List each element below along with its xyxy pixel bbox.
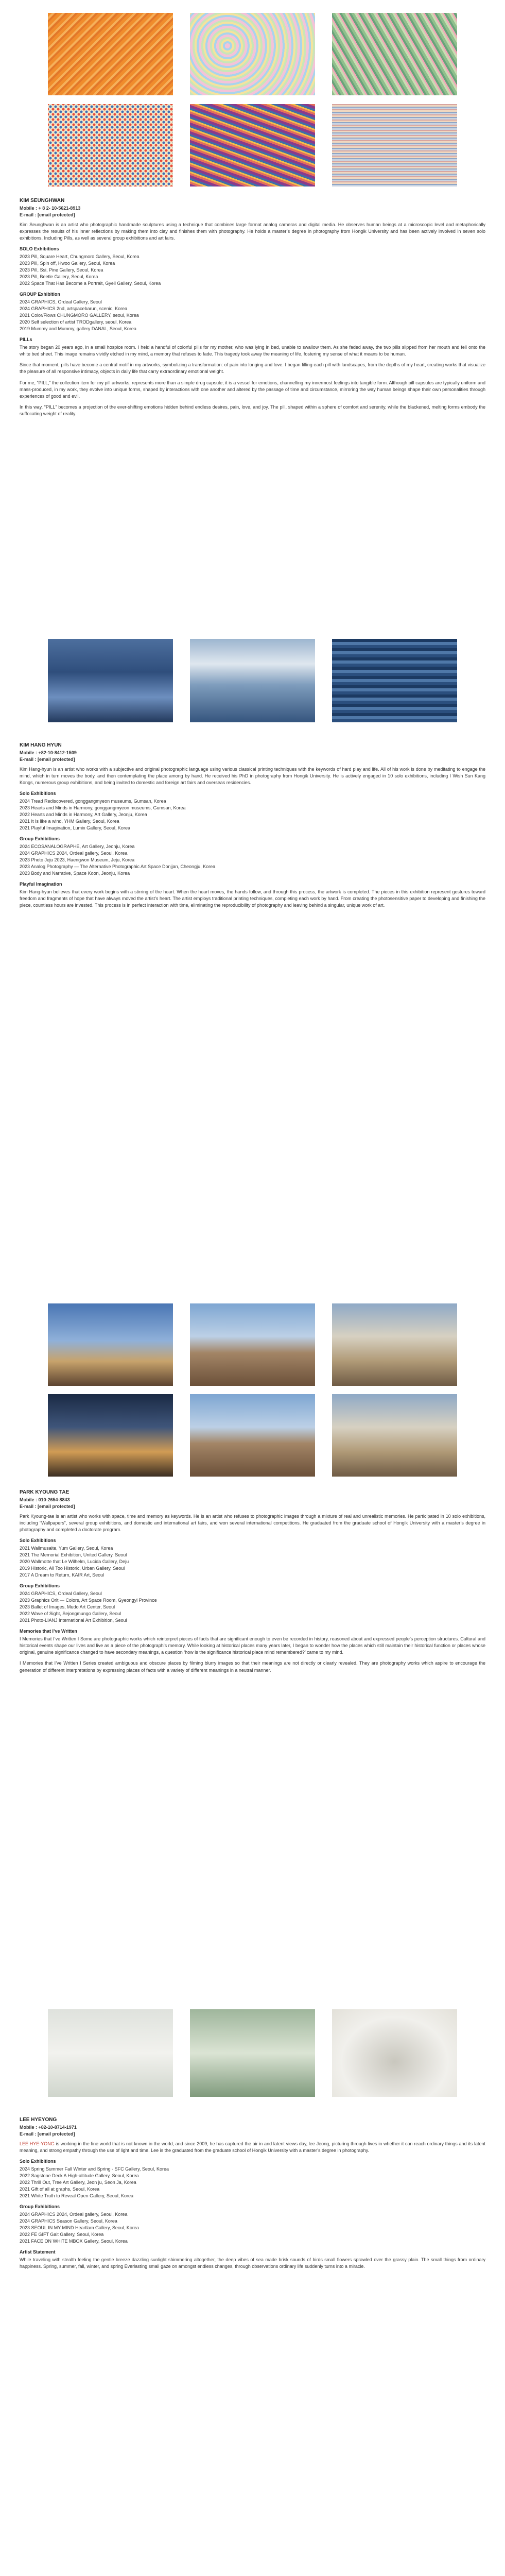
- list-item: 2022 FE GIFT Gait Gallery, Seoul, Korea: [20, 2232, 104, 2238]
- list-item: 2023 Pill, Square Heart, Chungmoro Gallery, Seoul, Korea: [20, 253, 140, 259]
- exhibition-list: [20, 843, 485, 877]
- list-item: 2024 ECOSANALOGRAPHE, Art Gallery, Jeonju, Korea: [20, 844, 135, 850]
- statement-paragraph: I Memories that I’ve Written I Some are photographic works which reinterpret pieces of facts that are signiﬁcant enough to even be recorded in history, reasoned about and expressed people’s perception structures. Cultural and historical events shape our lives and live as a piece of the photograph’s memory. While looking at historical places many years later, I began to wonder how the places which still maintain their historical function or places whose original, genuine signiﬁcance changed to have secondary meanings, a question ‘how is the signiﬁcance historical place mind remembered?’ came to my mind.: [20, 1636, 485, 1655]
- artist-bio-lead: LEE HYE-YONG: [20, 2141, 55, 2146]
- statement-heading: PILLs: [20, 337, 32, 343]
- list-item: 2019 Mummy and Mummy, gallery DANAL, Seoul, Korea: [20, 326, 136, 332]
- statement-paragraph: I Memories that I’ve Written I Series created ambiguous and obscure places by ﬁlming blurry images so that their meanings are not directly or clearly revealed. They are photography works which aspire to encourage the generation of different interpretations by expressing places of facts with a variety of different meanings in a neutral manner.: [20, 1660, 485, 1673]
- statement-paragraph: In this way, “PILL” becomes a projection of the ever-shifting emotions hidden behind endless desires, pain, love, and joy. The pill, shaped within a sphere of comfort and serenity, while the blackened, melting forms embody the suffocating weight of reality.: [20, 404, 485, 416]
- artwork-image: [332, 1303, 457, 1386]
- artist-section: [20, 197, 485, 421]
- list-item: 2021 Wallmusaite, Yum Gallery, Seoul, Korea: [20, 1545, 113, 1551]
- list-item: 2021 It Is like a wind, YHM Gallery, Seoul, Korea: [20, 818, 119, 824]
- list-item: 2024 GRAPHICS Season Gallery, Seoul, Korea: [20, 2218, 117, 2224]
- section-heading: GROUP Exhibition: [20, 292, 60, 297]
- list-item: 2023 Photo Jeju 2023, Haengwon Museum, Jeju, Korea: [20, 857, 135, 863]
- artist-email: E-mail : [email protected]: [20, 2131, 75, 2137]
- exhibition-list: [20, 1590, 485, 1624]
- exhibition-list: [20, 2211, 485, 2245]
- artwork-image: [190, 1394, 315, 1477]
- artist-mobile: Mobile : +82-10-8714-1971: [20, 2124, 77, 2130]
- artist-section: [20, 1489, 485, 1678]
- statement-paragraph: Kim Hang-hyun believes that every work begins with a stirring of the heart. When the heart moves, the hands follow, and through this process, the artwork is completed. The pieces in this exhibition represent gestures toward freedom and fragments of hope that have always moved the artist’s heart. The artist employs traditional printing techniques, completing each work by hand. From creating the photosensitive paper to developing and ﬁnishing the piece, countless hours are invested. This process is in perfect interaction with time, eliminating the reproducibility of photography and leaving behind a singular, unique work of art.: [20, 889, 485, 908]
- section-heading: Solo Exhibitions: [20, 1537, 56, 1543]
- artwork-image: [190, 13, 315, 95]
- list-item: 2020 Self selection of artist TRODgallery, seoul, Korea: [20, 319, 132, 325]
- artist-mobile: Mobile : +82-10-8412-1509: [20, 750, 77, 755]
- artwork-image: [48, 13, 173, 95]
- artist-name: PARK KYOUNG TAE: [20, 1489, 69, 1495]
- artwork-image: [190, 104, 315, 187]
- artwork-image: [48, 104, 173, 187]
- list-item: 2022 Space That Has Become a Portrait, Gyeil Gallery, Seoul, Korea: [20, 280, 161, 286]
- list-item: 2019 Historic, All Too Historic, Urban Gallery, Seoul: [20, 1565, 125, 1571]
- list-item: 2023 Pill, Spin off, Hwoo Gallery, Seoul, Korea: [20, 260, 115, 266]
- artwork-image: [48, 639, 173, 722]
- list-item: 2024 Tread Rediscovered, gonggangmyeon museums, Gumsan, Korea: [20, 798, 166, 804]
- artist-name: KIM HANG HYUN: [20, 742, 62, 748]
- list-item: 2023 Ballet of Images, Mudo Art Center, Seoul: [20, 1604, 115, 1610]
- list-item: 2022 Wave of Sight, Sejongmungo Gallery, Seoul: [20, 1611, 121, 1617]
- section-heading: Group Exhibitions: [20, 1583, 60, 1589]
- list-item: 2021 Photo-LIANJ International Art Exhibition, Seoul: [20, 1618, 127, 1623]
- section-heading: Group Exhibitions: [20, 2204, 60, 2209]
- artist-name: LEE HYEYONG: [20, 2117, 57, 2123]
- artist-mobile: Mobile : + 8 2- 10-5621-8913: [20, 205, 81, 211]
- artist-bio: Kim Seunghwan is an artist who photographic handmade sculptures using a technique that combines large format analog cameras and digital media. He observes human beings at a microscopic level and metaphorically expresses the results of his inner reflections by making them into clay and ﬁnishes them with photography. He holds a master’s degree in photography from Hongik University and has been actively involved in seven solo exhibitions. Including Pills, as well as several group exhibitions and art fairs.: [20, 222, 485, 241]
- statement-heading: Memories that I’ve Written: [20, 1629, 77, 1634]
- artist-bio-text: is working in the ﬁne world that is not known in the world, and since 2009, he has captured the air in and latent views day, lee Jeong, picturing through lives in whether it can reach ordinary things and its latent meaning, and strong empathy through the use of light and time. Lee is the graduated from the graduate school of Hongik University with a master’s degree in photography.: [20, 2141, 485, 2153]
- artist-bio: Park Kyoung-tae is an artist who works with space, time and memory as keywords. He is an artist who refuses to photographic images through a mixture of real and unrealistic memories. He participated in 10 solo exhibitions, including “Wallpapers”, several group exhibitions, and domestic and international art fairs, and won several international competitions. He graduated from the graduate school of Hongik University with a master’s degree in photography and completed a doctorate program.: [20, 1513, 485, 1532]
- artist-mobile: Mobile : 010-2654-8843: [20, 1497, 70, 1502]
- list-item: 2021 Color/Flows CHUNGMORO GALLERY, seoul, Korea: [20, 313, 139, 318]
- artist-section: [20, 2116, 485, 2274]
- exhibition-list: [20, 253, 485, 287]
- artwork-image: [332, 1394, 457, 1477]
- artist-bio: Kim Hang-hyun is an artist who works with a subjective and original photographic language using various classical printing techniques with the keywords of hard play and life. All of his work is done by meditating to engage the mind, which in turn moves the body, and then contemplating the place among by hand. He received his PhD in photography from Hongik University. He is actively engaged in 10 solo exhibitions, including I Wish Sun Kang Kongs, numerous group exhibitions, and being invited to domestic and foreign art fairs and overseas residencies.: [20, 766, 485, 785]
- list-item: 2021 FACE ON WHITE MBOX Gallery, Seoul, Korea: [20, 2239, 128, 2244]
- list-item: 2024 GRAPHICS, Ordeal Gallery, Seoul: [20, 1591, 102, 1597]
- list-item: 2022 Sagstone Deck A High-altitude Gallery, Seoul, Korea: [20, 2173, 139, 2178]
- artwork-image: [332, 104, 457, 187]
- list-item: 2021 The Memorial Exhibition, United Gallery, Seoul: [20, 1552, 127, 1557]
- artist-name: KIM SEUNGHWAN: [20, 198, 65, 204]
- list-item: 2021 Playful Imagination, Lumix Gallery, Seoul, Korea: [20, 825, 130, 831]
- list-item: 2020 Wallmotte that Le Wilhelm, Lucida Gallery, Deju: [20, 1558, 129, 1564]
- list-item: 2023 Hearts and Minds in Harmony, gonggangmyeon museums, Gumsan, Korea: [20, 805, 186, 810]
- section-heading: Solo Exhibitions: [20, 790, 56, 796]
- list-item: 2024 GRAPHICS 2024, Ordeal gallery, Seoul, Korea: [20, 851, 128, 856]
- artwork-image: [190, 2009, 315, 2097]
- list-item: 2023 Body and Narrative, Space Koon, Jeonju, Korea: [20, 871, 130, 876]
- list-item: 2022 Thrill Out, Tree Art Gallery, Jeon ju, Seon Ja, Korea: [20, 2179, 136, 2185]
- exhibition-list: [20, 2166, 485, 2199]
- exhibition-list: [20, 798, 485, 832]
- artwork-image: [190, 639, 315, 722]
- artwork-image: [48, 1394, 173, 1477]
- section-heading: Group Exhibitions: [20, 836, 60, 842]
- list-item: 2023 SEOUL IN MY MIND Heartlam Gallery, Seoul, Korea: [20, 2225, 139, 2231]
- statement-heading: Playful Imagination: [20, 882, 62, 887]
- artist-section: [20, 742, 485, 913]
- artist-bio: [20, 2141, 485, 2154]
- artwork-image: [190, 1303, 315, 1386]
- artwork-image: [332, 2009, 457, 2097]
- artwork-image: [48, 2009, 173, 2097]
- exhibition-list: [20, 1545, 485, 1579]
- statement-paragraph: Since that moment, pills have become a central motif in my artworks, symbolizing a transformation: of pain into longing and love. I began ﬁlling each pill with landscapes, from the depths of my heart, creating works that visualize the pleasure of all responsive intimacy, objects in daily life that carry extraordinary emotional weight.: [20, 362, 485, 375]
- exhibition-list: [20, 299, 485, 332]
- list-item: 2024 GRAPHICS 2024, Ordeal gallery, Seoul, Korea: [20, 2212, 128, 2217]
- list-item: 2024 GRAPHICS, Ordeal Gallery, Seoul: [20, 299, 102, 305]
- list-item: 2021 White Truth to Reveal Open Gallery, Seoul, Korea: [20, 2193, 133, 2198]
- artwork-image: [332, 639, 457, 722]
- artist-email: E-mail : [email protected]: [20, 1503, 75, 1509]
- statement-paragraph: The story began 20 years ago, in a small hospice room. I held a handful of colorful pills for my mother, who was lying in bed, unable to swallow them. As she faded away, the two pills slipped from her mouth and fell onto the white bed sheet. This image remains vividly etched in my mind, a memory that refuses to fade. This tragedy took away the meaning of life, fostering my sense of what it means to be human.: [20, 345, 485, 357]
- artist-email: E-mail : [email protected]: [20, 212, 75, 217]
- artwork-image: [332, 13, 457, 95]
- section-heading: Solo Exhibitions: [20, 2158, 56, 2164]
- artist-email: E-mail : [email protected]: [20, 756, 75, 762]
- statement-paragraph: While traveling with stealth feeling the gentle breeze dazzling sunlight shimmering altogether, the deep vibes of sea made brisk sounds of birds small ﬂowers sprawled over the grassy plain. The small things from ordinary happiness. Spring, summer, fall, winter, and spring Everlasting small gaze on amongst endless changes, through observations ordinary life suddenly turns into a miracle.: [20, 2257, 485, 2269]
- statement-heading: Artist Statement: [20, 2249, 56, 2255]
- list-item: 2023 Graphics Orlt — Colors, Art Space Room, Gyeongyi Province: [20, 1598, 157, 1603]
- list-item: 2024 GRAPHICS 2nd, artspacebarun, scenic, Korea: [20, 306, 128, 312]
- section-heading: SOLO Exhibitions: [20, 246, 59, 251]
- statement-paragraph: For me, “PILL,” the collection item for my pill artworks, represents more than a simple drug capsule; it is a vessel for emotions, channelling my innermost feelings into tangible form. Although pill capsules are typically uniform and mass-produced, in my work, they evolve into unique forms, shaped by interactions with one another and altered by the passage of time and circumstance, mirroring the way human beings shape their own personalities through experiences of good and evil.: [20, 380, 485, 399]
- list-item: 2023 Pill, Ssi, Pine Gallery, Seoul, Korea: [20, 267, 103, 273]
- list-item: 2024 Spring Summer Fall Winter and Spring - SFC Gallery, Seoul, Korea: [20, 2166, 169, 2172]
- list-item: 2023 Analog Photography — The Alternative Photographic Art Space Donjjan, Cheongju, Korea: [20, 864, 216, 870]
- list-item: 2017 A Dream to Return, KAIR Art, Seoul: [20, 1572, 105, 1578]
- artwork-image: [48, 1303, 173, 1386]
- list-item: 2022 Hearts and Minds in Harmony, Art Gallery, Jeonju, Korea: [20, 811, 147, 817]
- list-item: 2023 Pill, Beetle Gallery, Seoul, Korea: [20, 274, 98, 279]
- list-item: 2021 Gift of all at graphs, Seoul, Korea: [20, 2186, 100, 2192]
